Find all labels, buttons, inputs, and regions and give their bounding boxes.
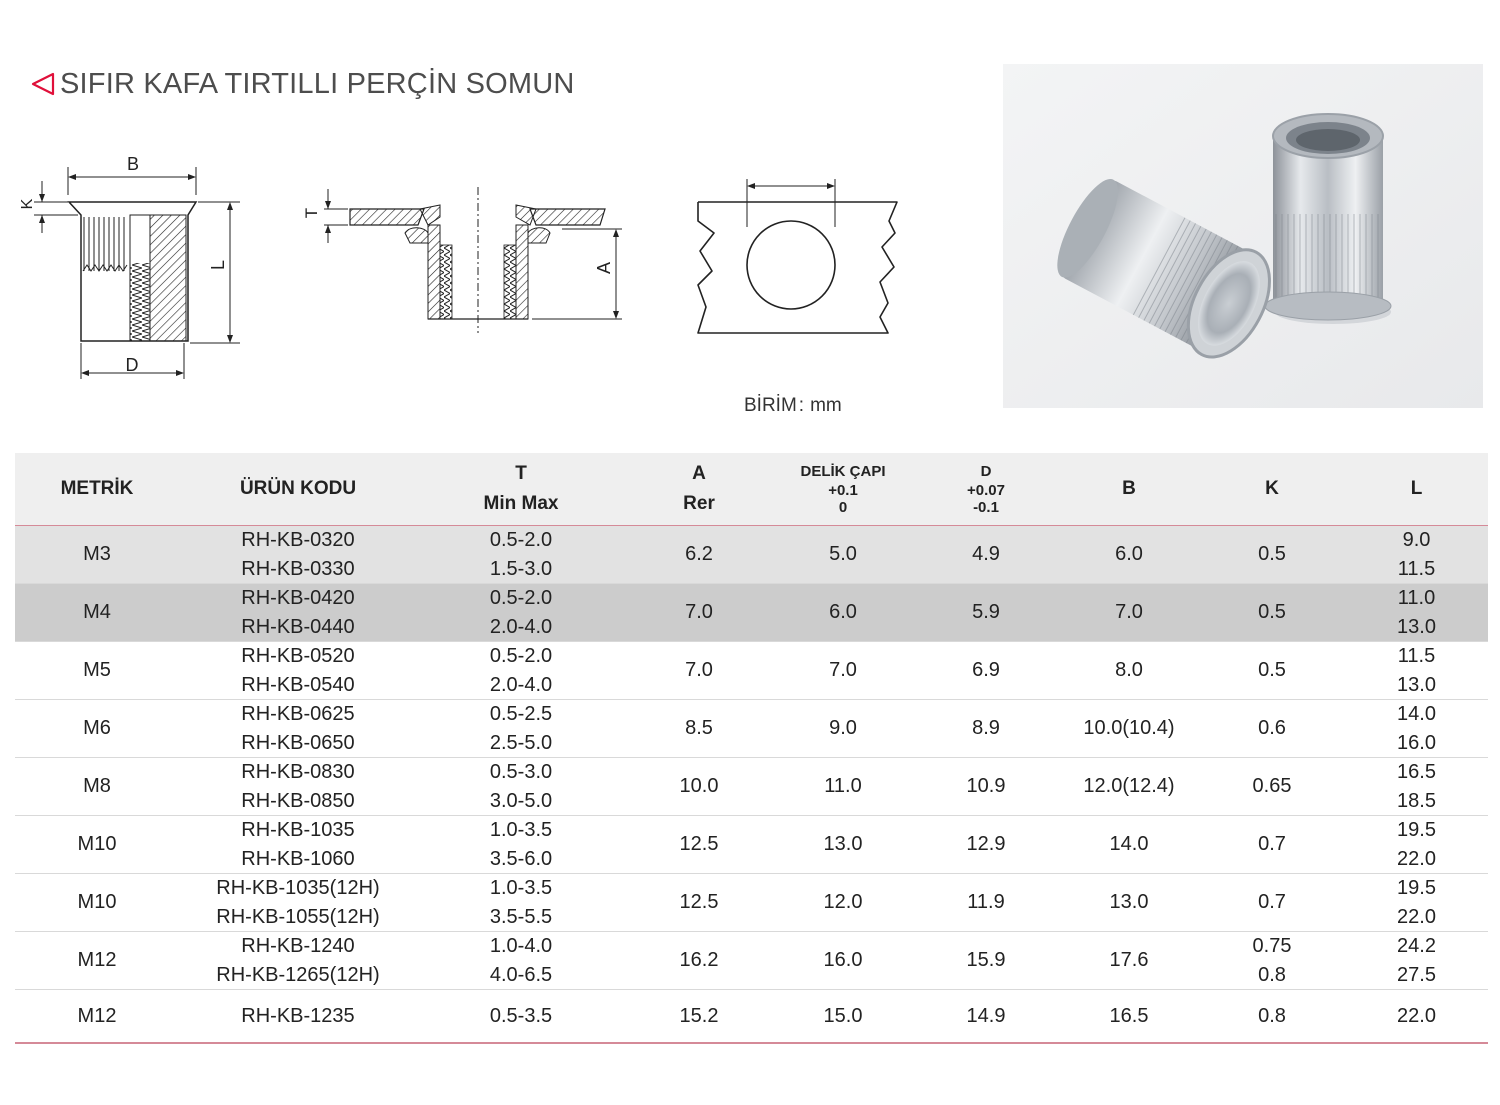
cell-b: 12.0(12.4) [1059,758,1199,816]
cell-t-line: 2.0-4.0 [489,615,553,638]
col-d-label: D [980,463,992,480]
cell-k-line: 0.8 [1258,963,1286,986]
cell-hole: 5.0 [773,526,913,584]
cell-metric: M6 [15,700,179,758]
cell-t [417,526,625,584]
cell-code-line: RH-KB-1055(12H) [216,905,380,928]
cell-a: 12.5 [625,816,773,874]
cell-t-line: 1.0-4.0 [489,935,553,957]
cell-l-line: 13.0 [1397,615,1436,638]
cell-t-line: 2.0-4.0 [489,673,553,696]
cell-a: 7.0 [625,642,773,700]
cell-code-line: RH-KB-0420 [241,587,355,609]
cell-a: 10.0 [625,758,773,816]
col-a-sub: Rer [683,493,715,514]
cell-hole: 11.0 [773,758,913,816]
cell-t-line: 0.5-2.0 [489,645,553,667]
col-a-label: A [692,463,706,484]
cell-l [1345,526,1488,584]
cell-code [179,584,417,642]
cell-a: 15.2 [625,990,773,1044]
cell-t-line: 2.5-5.0 [489,731,553,754]
cell-l-line: 16.0 [1397,731,1436,754]
cell-t-line: 4.0-6.5 [489,963,553,986]
cell-code [179,816,417,874]
cell-b: 7.0 [1059,584,1199,642]
col-hole-tol-plus: +0.1 [828,482,858,499]
cell-b: 8.0 [1059,642,1199,700]
cell-l [1345,932,1488,990]
cell-code [179,700,417,758]
cell-l-line: 16.5 [1397,761,1436,783]
col-t-sub: Min Max [483,493,559,514]
cell-hole: 15.0 [773,990,913,1044]
cell-k: 0.5 [1199,584,1345,642]
cell-l-line: 11.5 [1397,645,1436,667]
cell-code-line: RH-KB-1265(12H) [216,963,380,986]
cell-code-line: RH-KB-0320 [241,529,355,551]
cell-b: 17.6 [1059,932,1199,990]
cell-b: 13.0 [1059,874,1199,932]
cell-code-line: RH-KB-1240 [241,935,355,957]
product-photo [1003,64,1483,408]
cell-t [417,816,625,874]
unit-label: BİRİM : mm [744,395,842,416]
col-t [417,453,625,526]
cell-b: 16.5 [1059,990,1199,1044]
cell-code-line: RH-KB-0830 [241,761,355,783]
cell-code-line: RH-KB-0330 [241,557,355,580]
triangle-left-outline-icon [30,71,56,97]
cell-code-line: RH-KB-1035 [241,819,355,841]
cell-t [417,700,625,758]
cell-d: 4.9 [913,526,1059,584]
cell-l [1345,816,1488,874]
cell-l [1345,874,1488,932]
cell-d: 11.9 [913,874,1059,932]
cell-t [417,642,625,700]
cell-t [417,584,625,642]
cell-code [179,642,417,700]
cell-a: 6.2 [625,526,773,584]
table-row [15,932,1488,990]
cell-l-line: 27.5 [1397,963,1436,986]
cell-l: 22.0 [1345,990,1488,1044]
col-hole [773,453,913,526]
col-b: B [1059,453,1199,526]
cell-t-line: 3.0-5.0 [489,789,553,812]
cell-b: 10.0(10.4) [1059,700,1199,758]
cell-t-line: 1.0-3.5 [489,877,553,899]
page-title-text: SIFIR KAFA TIRTILLI PERÇİN SOMUN [60,67,575,100]
col-l: L [1345,453,1488,526]
cell-code-line: RH-KB-0650 [241,731,355,754]
cell-k: 0.65 [1199,758,1345,816]
col-a [625,453,773,526]
cell-code [179,758,417,816]
cell-k: 0.7 [1199,874,1345,932]
cell-code [179,874,417,932]
table-row [15,874,1488,932]
cell-t-line: 0.5-2.5 [489,703,553,725]
dim-t-label: T [302,207,321,219]
col-d-tol-minus: -0.1 [973,499,999,516]
cell-d: 8.9 [913,700,1059,758]
cell-l [1345,642,1488,700]
cell-hole: 9.0 [773,700,913,758]
cell-l-line: 22.0 [1397,905,1436,928]
unit-label-text: BİRİM [744,395,797,416]
cell-a: 12.5 [625,874,773,932]
col-k: K [1199,453,1345,526]
dim-d-label: D [125,355,139,375]
cell-a: 7.0 [625,584,773,642]
page-title [30,66,575,102]
cell-hole: 16.0 [773,932,913,990]
cell-b: 6.0 [1059,526,1199,584]
cell-k [1199,932,1345,990]
cell-k: 0.7 [1199,816,1345,874]
table-row [15,816,1488,874]
cell-code-line: RH-KB-1035(12H) [216,877,380,899]
table-row [15,584,1488,642]
cell-l [1345,758,1488,816]
col-hole-tol-minus: 0 [838,499,848,516]
table-row [15,526,1488,584]
unit-value: mm [810,395,842,416]
cell-hole: 13.0 [773,816,913,874]
cell-k-line: 0.75 [1252,935,1292,957]
cell-metric: M12 [15,990,179,1044]
cell-l [1345,700,1488,758]
cell-k: 0.8 [1199,990,1345,1044]
cell-code-line: RH-KB-0440 [241,615,355,638]
cell-t [417,874,625,932]
table-row [15,758,1488,816]
cell-hole: 12.0 [773,874,913,932]
cell-t [417,932,625,990]
cell-d: 10.9 [913,758,1059,816]
cell-metric: M8 [15,758,179,816]
hole-diagram [690,175,905,340]
cell-l-line: 9.0 [1402,529,1431,551]
cell-code-line: RH-KB-0520 [241,645,355,667]
cell-k: 0.5 [1199,642,1345,700]
cell-code [179,932,417,990]
dim-a-label: A [594,261,614,275]
cell-l-line: 19.5 [1397,877,1436,899]
cell-metric: M10 [15,874,179,932]
cell-k: 0.6 [1199,700,1345,758]
cell-d: 12.9 [913,816,1059,874]
dim-l-label: L [208,259,228,271]
table-header-row [15,453,1488,526]
cell-t-line: 1.0-3.5 [489,819,553,841]
cell-metric: M4 [15,584,179,642]
cell-metric: M10 [15,816,179,874]
cell-t-line: 3.5-6.0 [489,847,553,870]
installed-nut-diagram [300,185,630,335]
cell-l-line: 22.0 [1397,847,1436,870]
table-row [15,700,1488,758]
cell-d: 15.9 [913,932,1059,990]
col-d [913,453,1059,526]
cell-l-line: 24.2 [1397,935,1436,957]
cell-code: RH-KB-1235 [179,990,417,1044]
col-t-label: T [515,463,527,484]
cell-hole: 6.0 [773,584,913,642]
table-row [15,990,1488,1044]
cell-code [179,526,417,584]
cell-l-line: 19.5 [1397,819,1436,841]
col-code: ÜRÜN KODU [179,453,417,526]
cell-t: 0.5-3.5 [417,990,625,1044]
cell-a: 8.5 [625,700,773,758]
cell-t-line: 3.5-5.5 [489,905,553,928]
cell-t-line: 1.5-3.0 [489,557,553,580]
cell-l-line: 14.0 [1397,703,1436,725]
dim-b-label: B [126,154,140,174]
col-hole-label: DELİK ÇAPI [800,463,886,480]
cell-l [1345,584,1488,642]
cell-d: 6.9 [913,642,1059,700]
cell-l-line: 11.0 [1397,587,1436,609]
cell-code-line: RH-KB-0625 [241,703,355,725]
cell-l-line: 18.5 [1397,789,1436,812]
cell-hole: 7.0 [773,642,913,700]
dim-k-label: K [19,198,36,210]
cell-metric: M3 [15,526,179,584]
cell-t [417,758,625,816]
cell-d: 14.9 [913,990,1059,1044]
col-d-tol-plus: +0.07 [967,482,1005,499]
col-metric: METRİK [15,453,179,526]
cell-code-line: RH-KB-1060 [241,847,355,870]
cell-metric: M12 [15,932,179,990]
cell-a: 16.2 [625,932,773,990]
cell-t-line: 0.5-2.0 [489,529,553,551]
cell-code-line: RH-KB-0850 [241,789,355,812]
cell-code-line: RH-KB-0540 [241,673,355,696]
spec-table [15,453,1488,1044]
cell-l-line: 11.5 [1397,557,1436,580]
cell-d: 5.9 [913,584,1059,642]
cell-t-line: 0.5-2.0 [489,587,553,609]
cell-metric: M5 [15,642,179,700]
cell-t-line: 0.5-3.0 [489,761,553,783]
cell-b: 14.0 [1059,816,1199,874]
table-row [15,642,1488,700]
cell-k: 0.5 [1199,526,1345,584]
cell-l-line: 13.0 [1397,673,1436,696]
nut-dimension-diagram [12,145,252,385]
